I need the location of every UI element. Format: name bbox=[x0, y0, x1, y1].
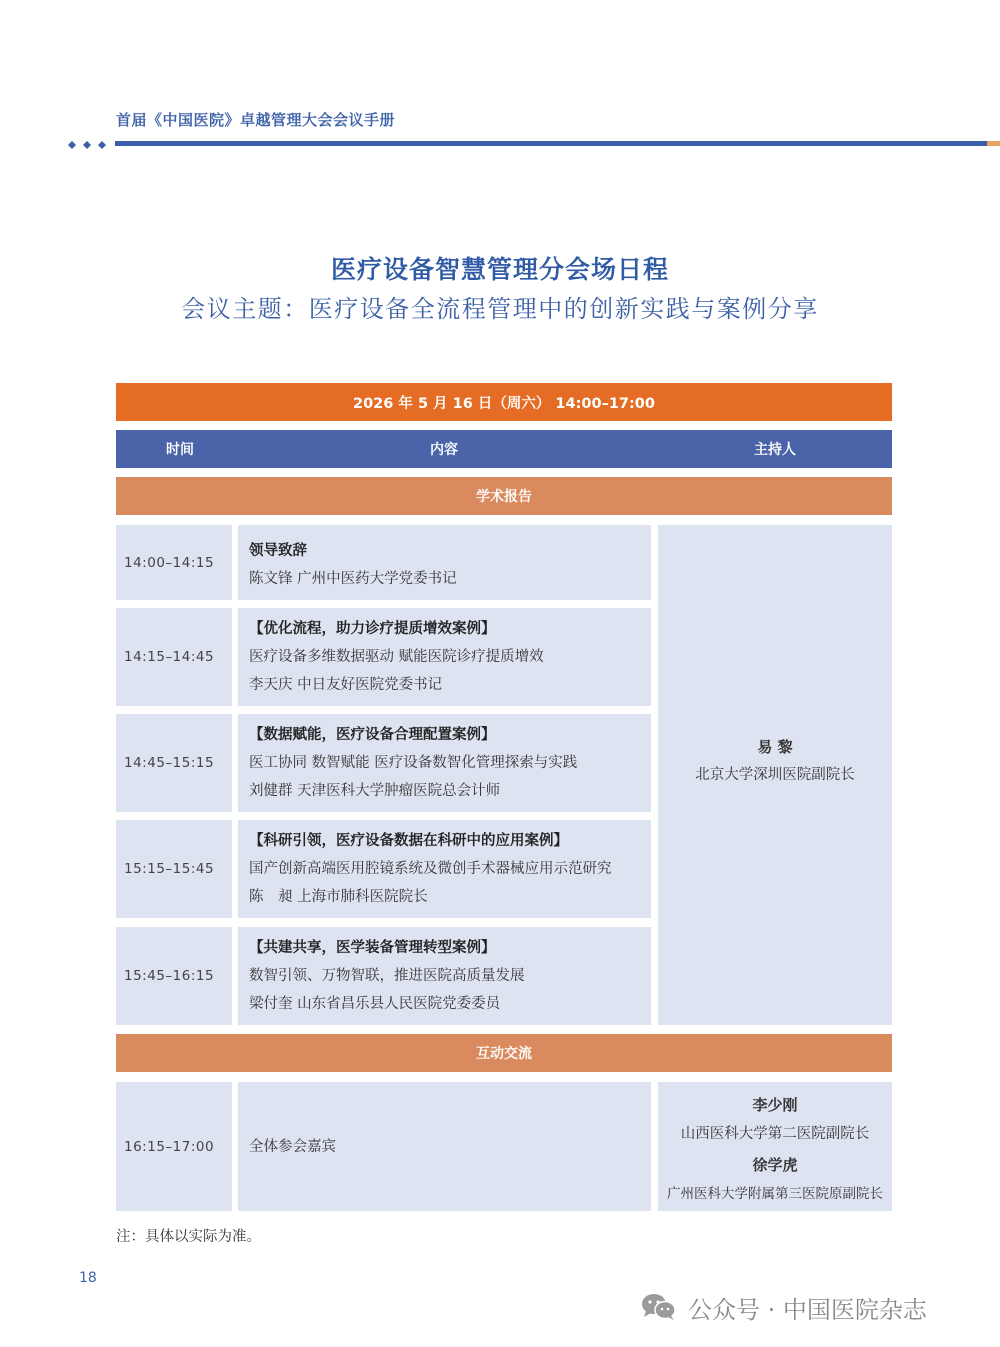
session-speaker: 刘健群 天津医科大学肿瘤医院总会计师 bbox=[249, 783, 501, 799]
session-title: 【科研引领，医疗设备数据在科研中的应用案例】 bbox=[249, 833, 568, 849]
host-role: 北京大学深圳医院副院长 bbox=[695, 767, 855, 783]
session-speaker: 梁付奎 山东省昌乐县人民医院党委委员 bbox=[249, 996, 501, 1012]
host-cell bbox=[658, 525, 892, 1025]
wechat-icon bbox=[640, 1292, 678, 1322]
session-title: 【优化流程，助力诊疗提质增效案例】 bbox=[249, 621, 496, 637]
session-topic: 数智引领、万物智联，推进医院高质量发展 bbox=[249, 968, 525, 984]
column-header-content: 内容 bbox=[430, 442, 458, 458]
session-participants: 全体参会嘉宾 bbox=[249, 1138, 336, 1155]
content-cell bbox=[238, 927, 651, 1025]
time-cell: 14:45–15:15 bbox=[116, 714, 232, 812]
page-subtitle: 会议主题：医疗设备全流程管理中的创新实践与案例分享 bbox=[181, 295, 819, 323]
content-cell bbox=[238, 1082, 651, 1211]
column-header-host: 主持人 bbox=[754, 442, 796, 458]
content-cell bbox=[238, 820, 651, 918]
section-label: 互动交流 bbox=[476, 1046, 532, 1062]
host-name: 徐学虎 bbox=[752, 1156, 798, 1174]
time-cell: 15:45–16:15 bbox=[116, 927, 232, 1025]
section-interactive-exchange bbox=[116, 1034, 892, 1072]
table-header bbox=[116, 430, 892, 468]
column-header-time: 时间 bbox=[166, 442, 194, 458]
host-name: 易 黎 bbox=[757, 738, 793, 756]
handbook-title: 首届《中国医院》卓越管理大会会议手册 bbox=[116, 111, 396, 129]
time-cell: 15:15–15:45 bbox=[116, 820, 232, 918]
content-cell bbox=[238, 714, 651, 812]
date-bar bbox=[116, 383, 892, 421]
page-title: 医疗设备智慧管理分会场日程 bbox=[330, 255, 669, 284]
watermark-text: 公众号 · 中国医院杂志 bbox=[688, 1295, 927, 1324]
page-number: 18 bbox=[79, 1270, 97, 1286]
host-name: 李少刚 bbox=[752, 1096, 798, 1114]
session-title: 【数据赋能，医疗设备合理配置案例】 bbox=[249, 727, 496, 743]
section-academic-report bbox=[116, 477, 892, 515]
session-topic: 国产创新高端医用腔镜系统及微创手术器械应用示范研究 bbox=[249, 861, 612, 877]
session-title: 领导致辞 bbox=[249, 543, 307, 559]
time-cell: 14:15–14:45 bbox=[116, 608, 232, 706]
session-speaker: 李天庆 中日友好医院党委书记 bbox=[249, 677, 443, 693]
session-topic: 医工协同 数智赋能 医疗设备数智化管理探索与实践 bbox=[249, 755, 578, 771]
host-cell bbox=[658, 1082, 892, 1211]
session-topic: 医疗设备多维数据驱动 赋能医院诊疗提质增效 bbox=[249, 649, 544, 665]
footnote: 注：具体以实际为准。 bbox=[116, 1229, 261, 1245]
session-speaker: 陈 昶 上海市肺科医院院长 bbox=[249, 889, 428, 905]
host-role: 广州医科大学附属第三医院原副院长 bbox=[667, 1186, 883, 1202]
header-divider bbox=[115, 141, 987, 146]
diamond-decoration-icon bbox=[64, 138, 110, 152]
session-title: 【共建共享，医学装备管理转型案例】 bbox=[249, 940, 496, 956]
watermark bbox=[640, 1290, 927, 1324]
section-label: 学术报告 bbox=[476, 489, 532, 505]
header-divider-accent bbox=[987, 141, 1000, 146]
content-cell bbox=[238, 525, 651, 600]
time-cell: 14:00–14:15 bbox=[116, 525, 232, 600]
content-cell bbox=[238, 608, 651, 706]
time-cell: 16:15–17:00 bbox=[116, 1082, 232, 1211]
date-line: 2026 年 5 月 16 日（周六） 14:00–17:00 bbox=[353, 395, 655, 412]
host-role: 山西医科大学第二医院副院长 bbox=[680, 1126, 870, 1142]
session-speaker: 陈文锋 广州中医药大学党委书记 bbox=[249, 571, 457, 587]
